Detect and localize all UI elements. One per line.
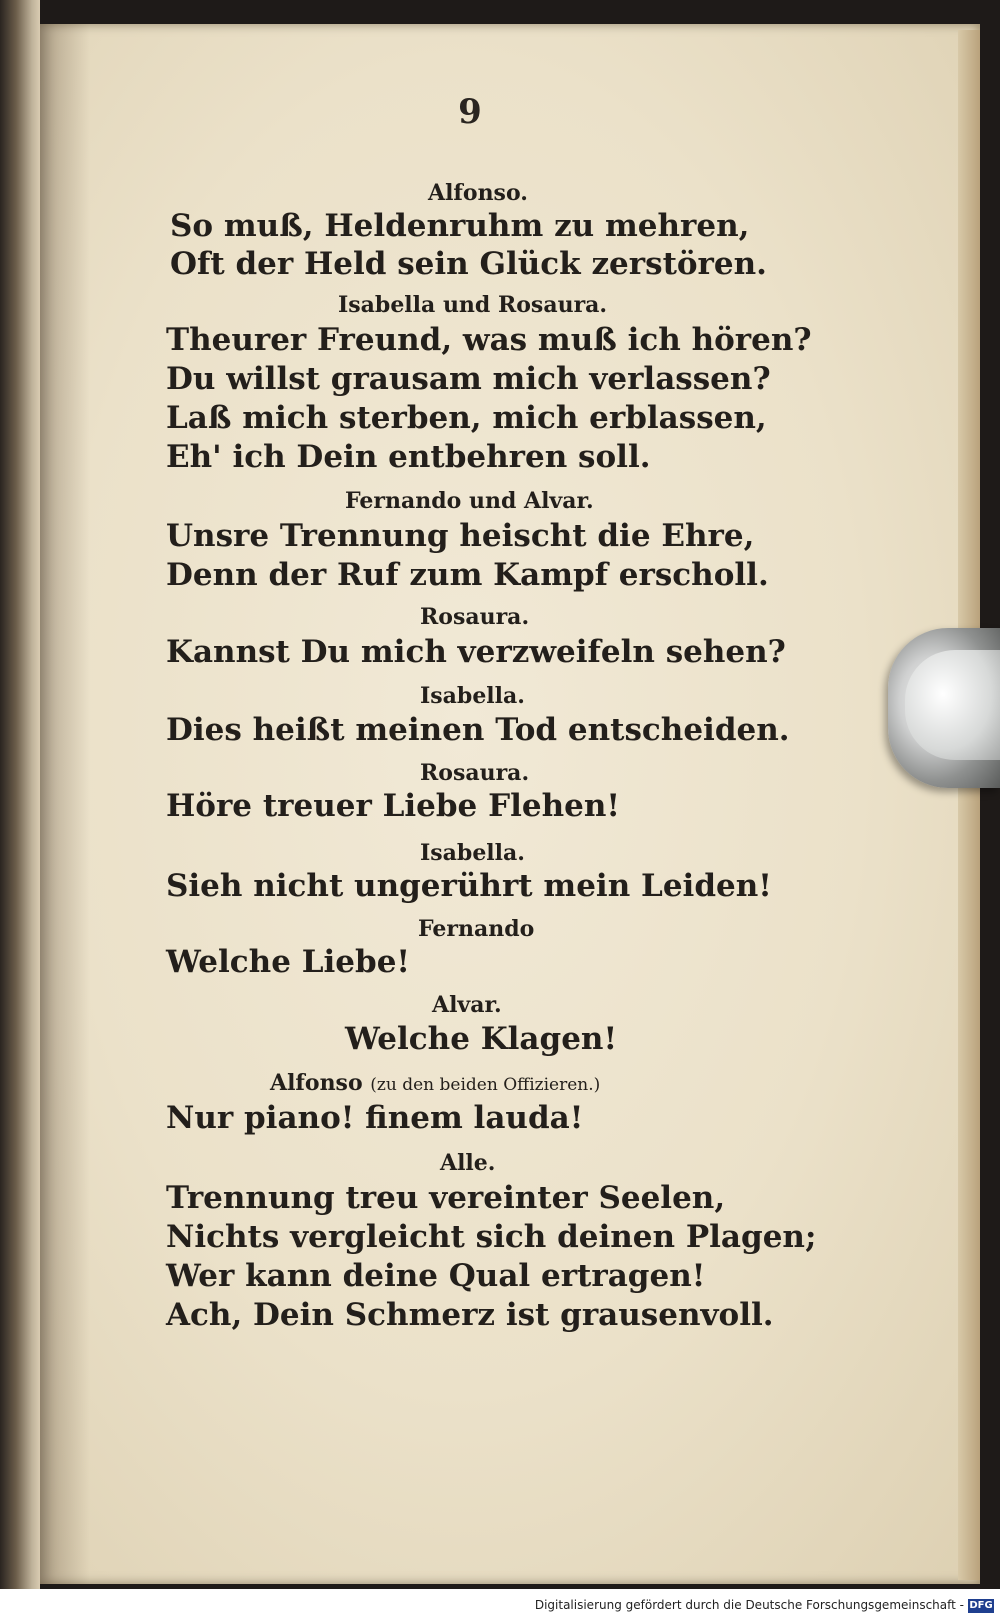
speaker-label: Fernando und Alvar. xyxy=(345,488,594,514)
page-number: 9 xyxy=(458,92,482,132)
speaker-label: Isabella. xyxy=(420,683,525,709)
verse-line: Trennung treu vereinter Seelen, xyxy=(166,1180,726,1216)
speaker-label: Alfonso. xyxy=(428,180,528,206)
footer-credit: Digitalisierung gefördert durch die Deutsche Forschungsgemeinschaft - xyxy=(534,1598,964,1612)
verse-line: Nichts vergleicht sich deinen Plagen; xyxy=(166,1219,817,1255)
speaker-label: Isabella. xyxy=(420,840,525,866)
speaker-label: Rosaura. xyxy=(420,760,530,786)
verse-line: Dies heißt meinen Tod entscheiden. xyxy=(166,712,790,748)
verse-line: Unsre Trennung heischt die Ehre, xyxy=(166,518,755,554)
verse-line: Nur piano! finem lauda! xyxy=(166,1100,584,1136)
verse-line: Kannst Du mich verzweifeln sehen? xyxy=(166,634,786,670)
speaker-label: Alfonso (zu den beiden Offizieren.) xyxy=(270,1070,601,1096)
verse-line: Denn der Ruf zum Kampf erscholl. xyxy=(166,557,769,593)
speaker-label: Isabella und Rosaura. xyxy=(338,292,608,318)
verse-line: So muß, Heldenruhm zu mehren, xyxy=(170,208,750,244)
verse-line: Höre treuer Liebe Flehen! xyxy=(166,788,620,824)
speaker-label: Rosaura. xyxy=(420,604,530,630)
verse-line: Eh' ich Dein entbehren soll. xyxy=(166,439,651,475)
speaker-label: Alle. xyxy=(440,1150,496,1176)
verse-line: Oft der Held sein Glück zerstören. xyxy=(170,246,767,282)
stage-direction: (zu den beiden Offizieren.) xyxy=(370,1075,601,1095)
verse-line: Welche Klagen! xyxy=(345,1021,618,1057)
verse-line: Theurer Freund, was muß ich hören? xyxy=(166,322,812,358)
speaker-label: Alvar. xyxy=(432,992,502,1018)
verse-line: Du willst grausam mich verlassen? xyxy=(166,361,771,397)
verse-line: Ach, Dein Schmerz ist grausenvoll. xyxy=(166,1297,774,1333)
dfg-logo: DFG xyxy=(969,1600,993,1611)
verse-line: Sieh nicht ungerührt mein Leiden! xyxy=(166,868,772,904)
speaker-label: Fernando xyxy=(418,916,535,942)
verse-line: Welche Liebe! xyxy=(166,944,411,980)
verse-line: Laß mich sterben, mich erblassen, xyxy=(166,400,767,436)
verse-line: Wer kann deine Qual ertragen! xyxy=(166,1258,706,1294)
footer-bar xyxy=(0,1589,1000,1619)
page-clip-highlight xyxy=(905,650,1000,760)
